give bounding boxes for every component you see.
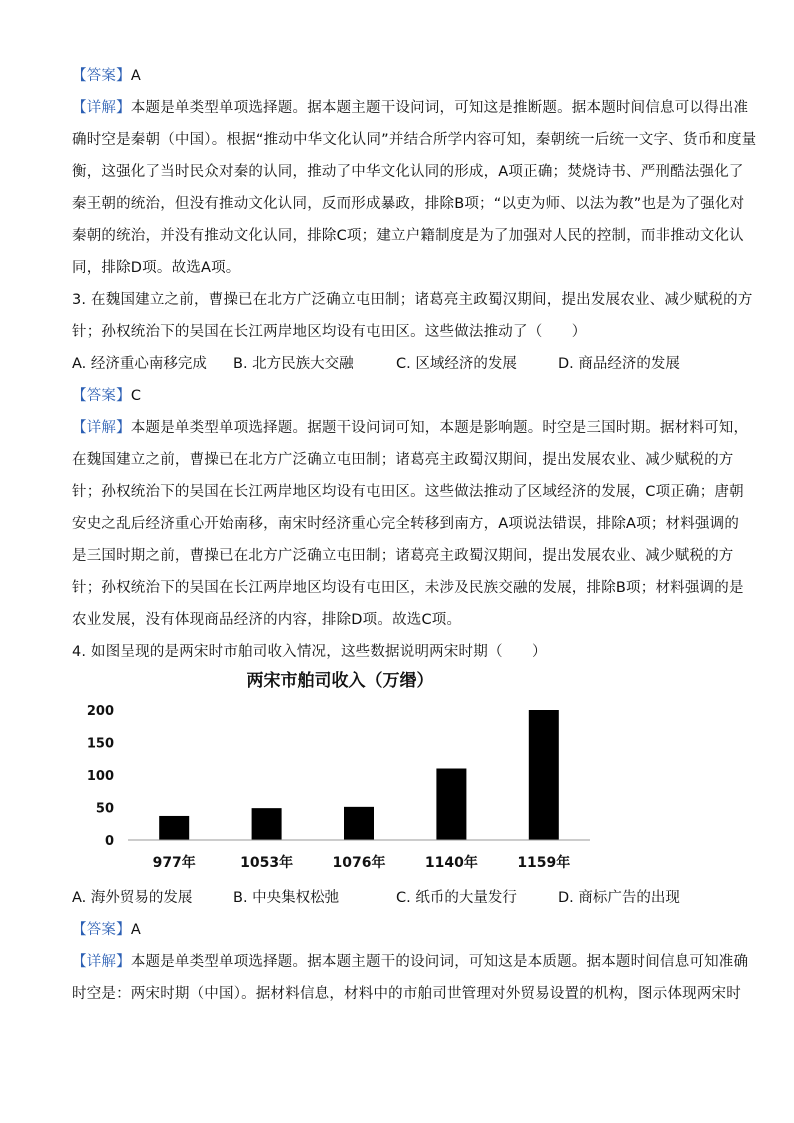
detail-line: 秦王朝的统治，但没有推动文化认同，反而形成暴政，排除B项；“以吏为师、以法为教”也是为了强化对 (72, 196, 745, 212)
options-row (72, 354, 722, 374)
answer-line (72, 386, 141, 406)
options-row (72, 888, 722, 908)
y-tick-label: 150 (86, 736, 114, 752)
detail-line: 农业发展，没有体现商品经济的内容，排除D项。故选C项。 (72, 612, 462, 628)
detail-tag: 【详解】 (72, 420, 131, 436)
bar (529, 710, 559, 840)
bar (436, 769, 466, 841)
question-stem: 针；孙权统治下的吴国在长江两岸地区均设有屯田区。这些做法推动了（ ） (72, 324, 587, 340)
bar (252, 808, 282, 840)
answer-value: C (130, 388, 142, 404)
y-tick-label: 200 (86, 704, 114, 719)
y-axis-ticks (87, 704, 114, 849)
bar (159, 816, 189, 840)
option-b: B. 中央集权松弛 (233, 890, 340, 906)
detail-line: 安史之乱后经济重心开始南移，南宋时经济重心完全转移到南方，A项说法错误，排除A项；材料强调的 (72, 516, 740, 532)
question-stem: 3. 在魏国建立之前，曹操已在北方广泛确立屯田制；诸葛亮主政蜀汉期间，提出发展农业、减少赋税的方 (72, 292, 753, 308)
option-c: C. 纸币的大量发行 (396, 890, 517, 906)
answer-tag: 【答案】 (72, 388, 131, 404)
option-a: A. 海外贸易的发展 (72, 890, 193, 906)
detail-text: 本题是单类型单项选择题。据本题主题干的设问词，可知这是本质题。据本题时间信息可知准确 (130, 954, 749, 970)
x-tick-label: 977年 (152, 855, 196, 871)
option-c: C. 区域经济的发展 (396, 356, 517, 372)
y-tick-label: 100 (86, 769, 114, 784)
answer-line (72, 920, 141, 940)
detail-line: 确时空是秦朝（中国）。根据“推动中华文化认同”并结合所学内容可知，秦朝统一后统一文字、货币和度量 (72, 132, 757, 148)
revenue-bar-chart (60, 660, 620, 882)
x-tick-label: 1140年 (424, 855, 478, 871)
option-b: B. 北方民族大交融 (233, 356, 354, 372)
detail-line: 针；孙权统治下的吴国在长江两岸地区均设有屯田区。这些做法推动了区域经济的发展，C项正确；唐朝 (72, 484, 744, 500)
detail-line (72, 418, 748, 438)
chart-title: 两宋市舶司收入（万缗） (246, 671, 434, 691)
detail-text: 本题是单类型单项选择题。据本题主题干设问词，可知这是推断题。据本题时间信息可以得出准 (130, 100, 749, 116)
y-tick-label: 50 (95, 801, 114, 817)
detail-line (72, 952, 748, 972)
y-tick-label: 0 (104, 834, 114, 849)
answer-value: A (130, 68, 141, 84)
detail-line: 针；孙权统治下的吴国在长江两岸地区均设有屯田区，未涉及民族交融的发展，排除B项；材料强调的是 (72, 580, 744, 596)
detail-tag: 【详解】 (72, 954, 131, 970)
answer-tag: 【答案】 (72, 68, 131, 84)
detail-line: 在魏国建立之前，曹操已在北方广泛确立屯田制；诸葛亮主政蜀汉期间，提出发展农业、减少赋税的方 (72, 452, 734, 468)
detail-text: 本题是单类型单项选择题。据题干设问词可知，本题是影响题。时空是三国时期。据材料可知， (130, 420, 749, 436)
answer-line (72, 66, 141, 86)
detail-tag: 【详解】 (72, 100, 131, 116)
detail-line: 时空是：两宋时期（中国）。据材料信息，材料中的市舶司世管理对外贸易设置的机构，图示体现两宋时 (72, 986, 741, 1002)
detail-line: 是三国时期之前，曹操已在北方广泛确立屯田制；诸葛亮主政蜀汉期间，提出发展农业、减少赋税的方 (72, 548, 734, 564)
bar (344, 807, 374, 840)
question-stem: 4. 如图呈现的是两宋时市舶司收入情况，这些数据说明两宋时期（ ） (72, 644, 547, 660)
detail-line: 秦朝的统治，并没有推动文化认同，排除C项；建立户籍制度是为了加强对人民的控制，而非推动文化认 (72, 228, 744, 244)
option-d: D. 商品经济的发展 (558, 356, 680, 372)
bars (159, 710, 559, 840)
x-tick-label: 1076年 (332, 855, 386, 871)
option-a: A. 经济重心南移完成 (72, 356, 207, 372)
detail-line (72, 98, 748, 118)
x-tick-label: 1159年 (517, 855, 571, 871)
x-tick-label: 1053年 (240, 855, 294, 871)
detail-line: 衡，这强化了当时民众对秦的认同，推动了中华文化认同的形成，A项正确；焚烧诗书、严刑酷法强化了 (72, 164, 744, 180)
answer-tag: 【答案】 (72, 922, 131, 938)
option-d: D. 商标广告的出现 (558, 890, 680, 906)
answer-value: A (130, 922, 141, 938)
detail-line: 同，排除D项。故选A项。 (72, 260, 241, 276)
x-axis-labels (153, 854, 571, 871)
